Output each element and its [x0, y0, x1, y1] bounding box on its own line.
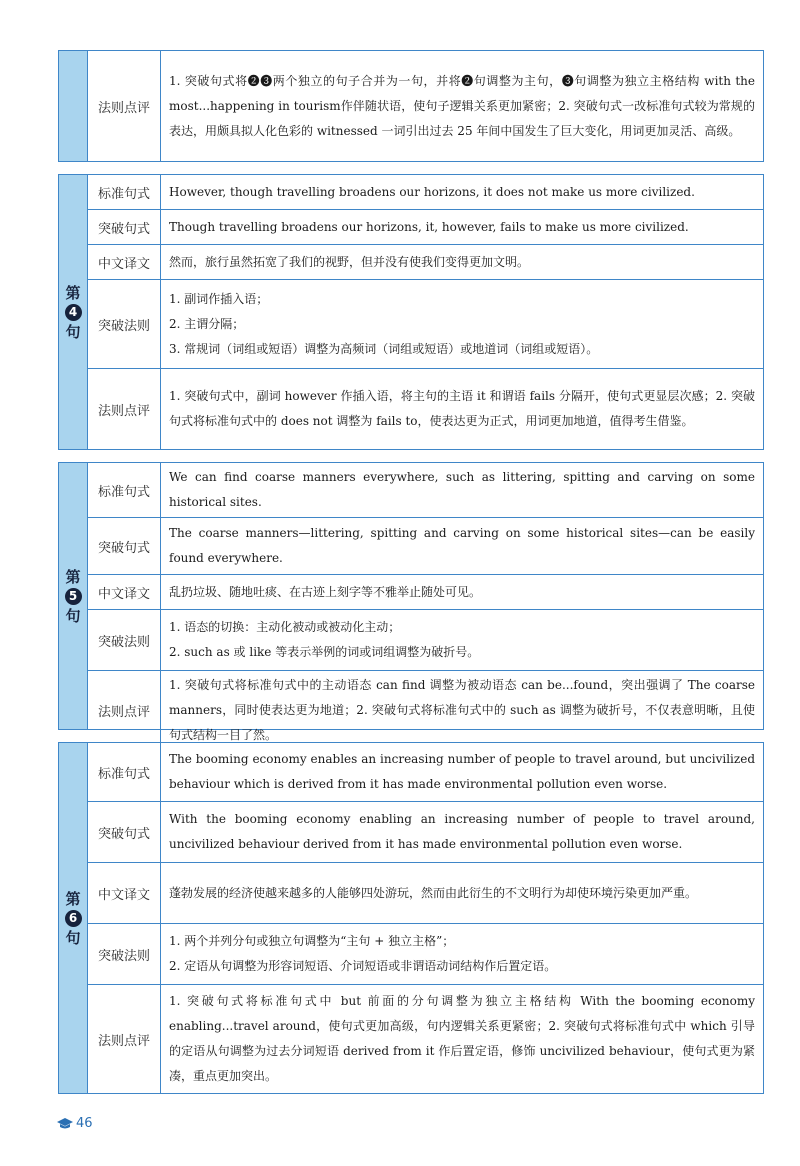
row-content: Though travelling broadens our horizons, it, however, fails to make us more civilized. [169, 219, 689, 234]
row-label: 突破法则 [88, 280, 161, 368]
row-label: 法则点评 [88, 369, 161, 449]
section-label: 第 4 句 [65, 283, 81, 341]
row-content: 1. 突破句式将标准句式中的主动语态 can find 调整为被动语态 can be...found，突出强调了 The coarse manners，同时使表达更为地道；2. 突破句式将标准句式中的 such as 调整为破折号，不仅表意明晰，且使句式结构一目了然。 [169, 678, 755, 742]
table-row [88, 802, 763, 863]
row-content [161, 610, 763, 670]
table-row [88, 51, 763, 161]
rule-line: 1. 语态的切换：主动化被动或被动化主动； [169, 620, 401, 634]
row-label: 法则点评 [88, 51, 161, 161]
rule-line: 1. 两个并列分句或独立句调整为“主句 + 独立主格”； [169, 934, 455, 948]
row-label: 标准句式 [88, 463, 161, 517]
section-side-bar [59, 51, 88, 161]
sentence-5-table [58, 462, 764, 742]
row-label: 突破句式 [88, 518, 161, 574]
table-row [88, 245, 763, 280]
row-label: 法则点评 [88, 985, 161, 1093]
row-content: 蓬勃发展的经济使越来越多的人能够四处游玩，然而由此衍生的不文明行为却使环境污染更加严重。 [169, 885, 698, 900]
row-content: 乱扔垃圾、随地吐痰、在古迹上刻字等不雅举止随处可见。 [169, 584, 482, 599]
table-row [88, 671, 763, 750]
table-row [88, 175, 763, 210]
rule-line: 2. 主谓分隔； [169, 316, 245, 331]
table-row [88, 743, 763, 802]
rule-line: 2. such as 或 like 等表示举例的词或词组调整为破折号。 [169, 645, 480, 659]
section-number-badge: 5 [65, 588, 82, 605]
section-side-bar [59, 463, 88, 729]
table-row [88, 985, 763, 1093]
row-content: 然而，旅行虽然拓宽了我们的视野，但并没有使我们变得更加文明。 [169, 254, 530, 269]
row-content: 1. 突破句式将❷❸两个独立的句子合并为一句，并将❷句调整为主句，❸句调整为独立主格结构 with the most...happening in tourism作伴随状语，使句子逻辑关系更加紧密；2. 突破句式一改标准句式较为常规的表达，用颇具拟人化色彩的 witnessed 一词引出过去 25 年间中国发生了巨大变化，用词更加灵活、高级。 [169, 73, 755, 138]
row-content: The coarse manners—littering, spitting and carving on some historical sites—can be easily found everywhere. [169, 526, 755, 565]
sentence-3-table-continuation [58, 50, 764, 162]
row-content: With the booming economy enabling an increasing number of people to travel around, uncivilized behaviour derived from it has made environmental pollution even worse. [169, 812, 755, 851]
row-content [161, 924, 763, 984]
table-row [88, 610, 763, 671]
row-content: The booming economy enables an increasing number of people to travel around, but uncivilized behaviour which is derived from it has made environmental pollution even worse. [169, 752, 755, 791]
rule-line: 2. 定语从句调整为形容词短语、介词短语或非谓语动词结构作后置定语。 [169, 959, 557, 973]
table-row [88, 210, 763, 245]
rule-line: 1. 副词作插入语； [169, 291, 269, 306]
row-content: However, though travelling broadens our horizons, it does not make us more civilized. [169, 184, 695, 199]
row-label: 中文译文 [88, 863, 161, 923]
row-label: 中文译文 [88, 245, 161, 279]
rule-line: 3. 常规词（词组或短语）调整为高频词（词组或短语）或地道词（词组或短语）。 [169, 341, 599, 356]
section-number-badge: 4 [65, 304, 82, 321]
section-side-bar [59, 175, 88, 449]
section-number-badge: 6 [65, 910, 82, 927]
row-content [161, 280, 763, 368]
page-number: 46 [76, 1116, 93, 1131]
table-row [88, 280, 763, 369]
table-row [88, 575, 763, 610]
row-content: We can find coarse manners everywhere, such as littering, spitting and carving on some historical sites. [169, 470, 755, 509]
sentence-4-table [58, 174, 764, 450]
table-row [88, 924, 763, 985]
row-label: 中文译文 [88, 575, 161, 609]
row-content: 1. 突破句式将标准句式中 but 前面的分句调整为独立主格结构 With the booming economy enabling...travel around，使句式更加高级，句内逻辑关系更紧密；2. 突破句式将标准句式中 which 引导的定语从句调整为过去分词短语 derived from it 作后置定语，修饰 uncivilized behaviour，使句式更为紧凑，重点更加突出。 [169, 994, 755, 1083]
table-row [88, 369, 763, 449]
row-label: 突破法则 [88, 924, 161, 984]
section-side-bar [59, 743, 88, 1093]
row-label: 突破句式 [88, 210, 161, 244]
table-row [88, 463, 763, 518]
sentence-6-table [58, 742, 764, 1094]
row-label: 突破法则 [88, 610, 161, 670]
row-label: 标准句式 [88, 743, 161, 801]
row-label: 突破句式 [88, 802, 161, 862]
section-label: 第 6 句 [65, 889, 81, 947]
row-content: 1. 突破句式中，副词 however 作插入语，将主句的主语 it 和谓语 fails 分隔开，使句式更显层次感；2. 突破句式将标准句式中的 does not 调整为 fails to，使表达更为正式，用词更加地道，值得考生借鉴。 [169, 389, 755, 428]
section-label: 第 5 句 [65, 567, 81, 625]
table-row [88, 518, 763, 575]
table-row [88, 863, 763, 924]
graduation-cap-icon [56, 1117, 74, 1131]
row-label: 法则点评 [88, 671, 161, 750]
row-label: 标准句式 [88, 175, 161, 209]
page-footer [56, 1116, 93, 1131]
